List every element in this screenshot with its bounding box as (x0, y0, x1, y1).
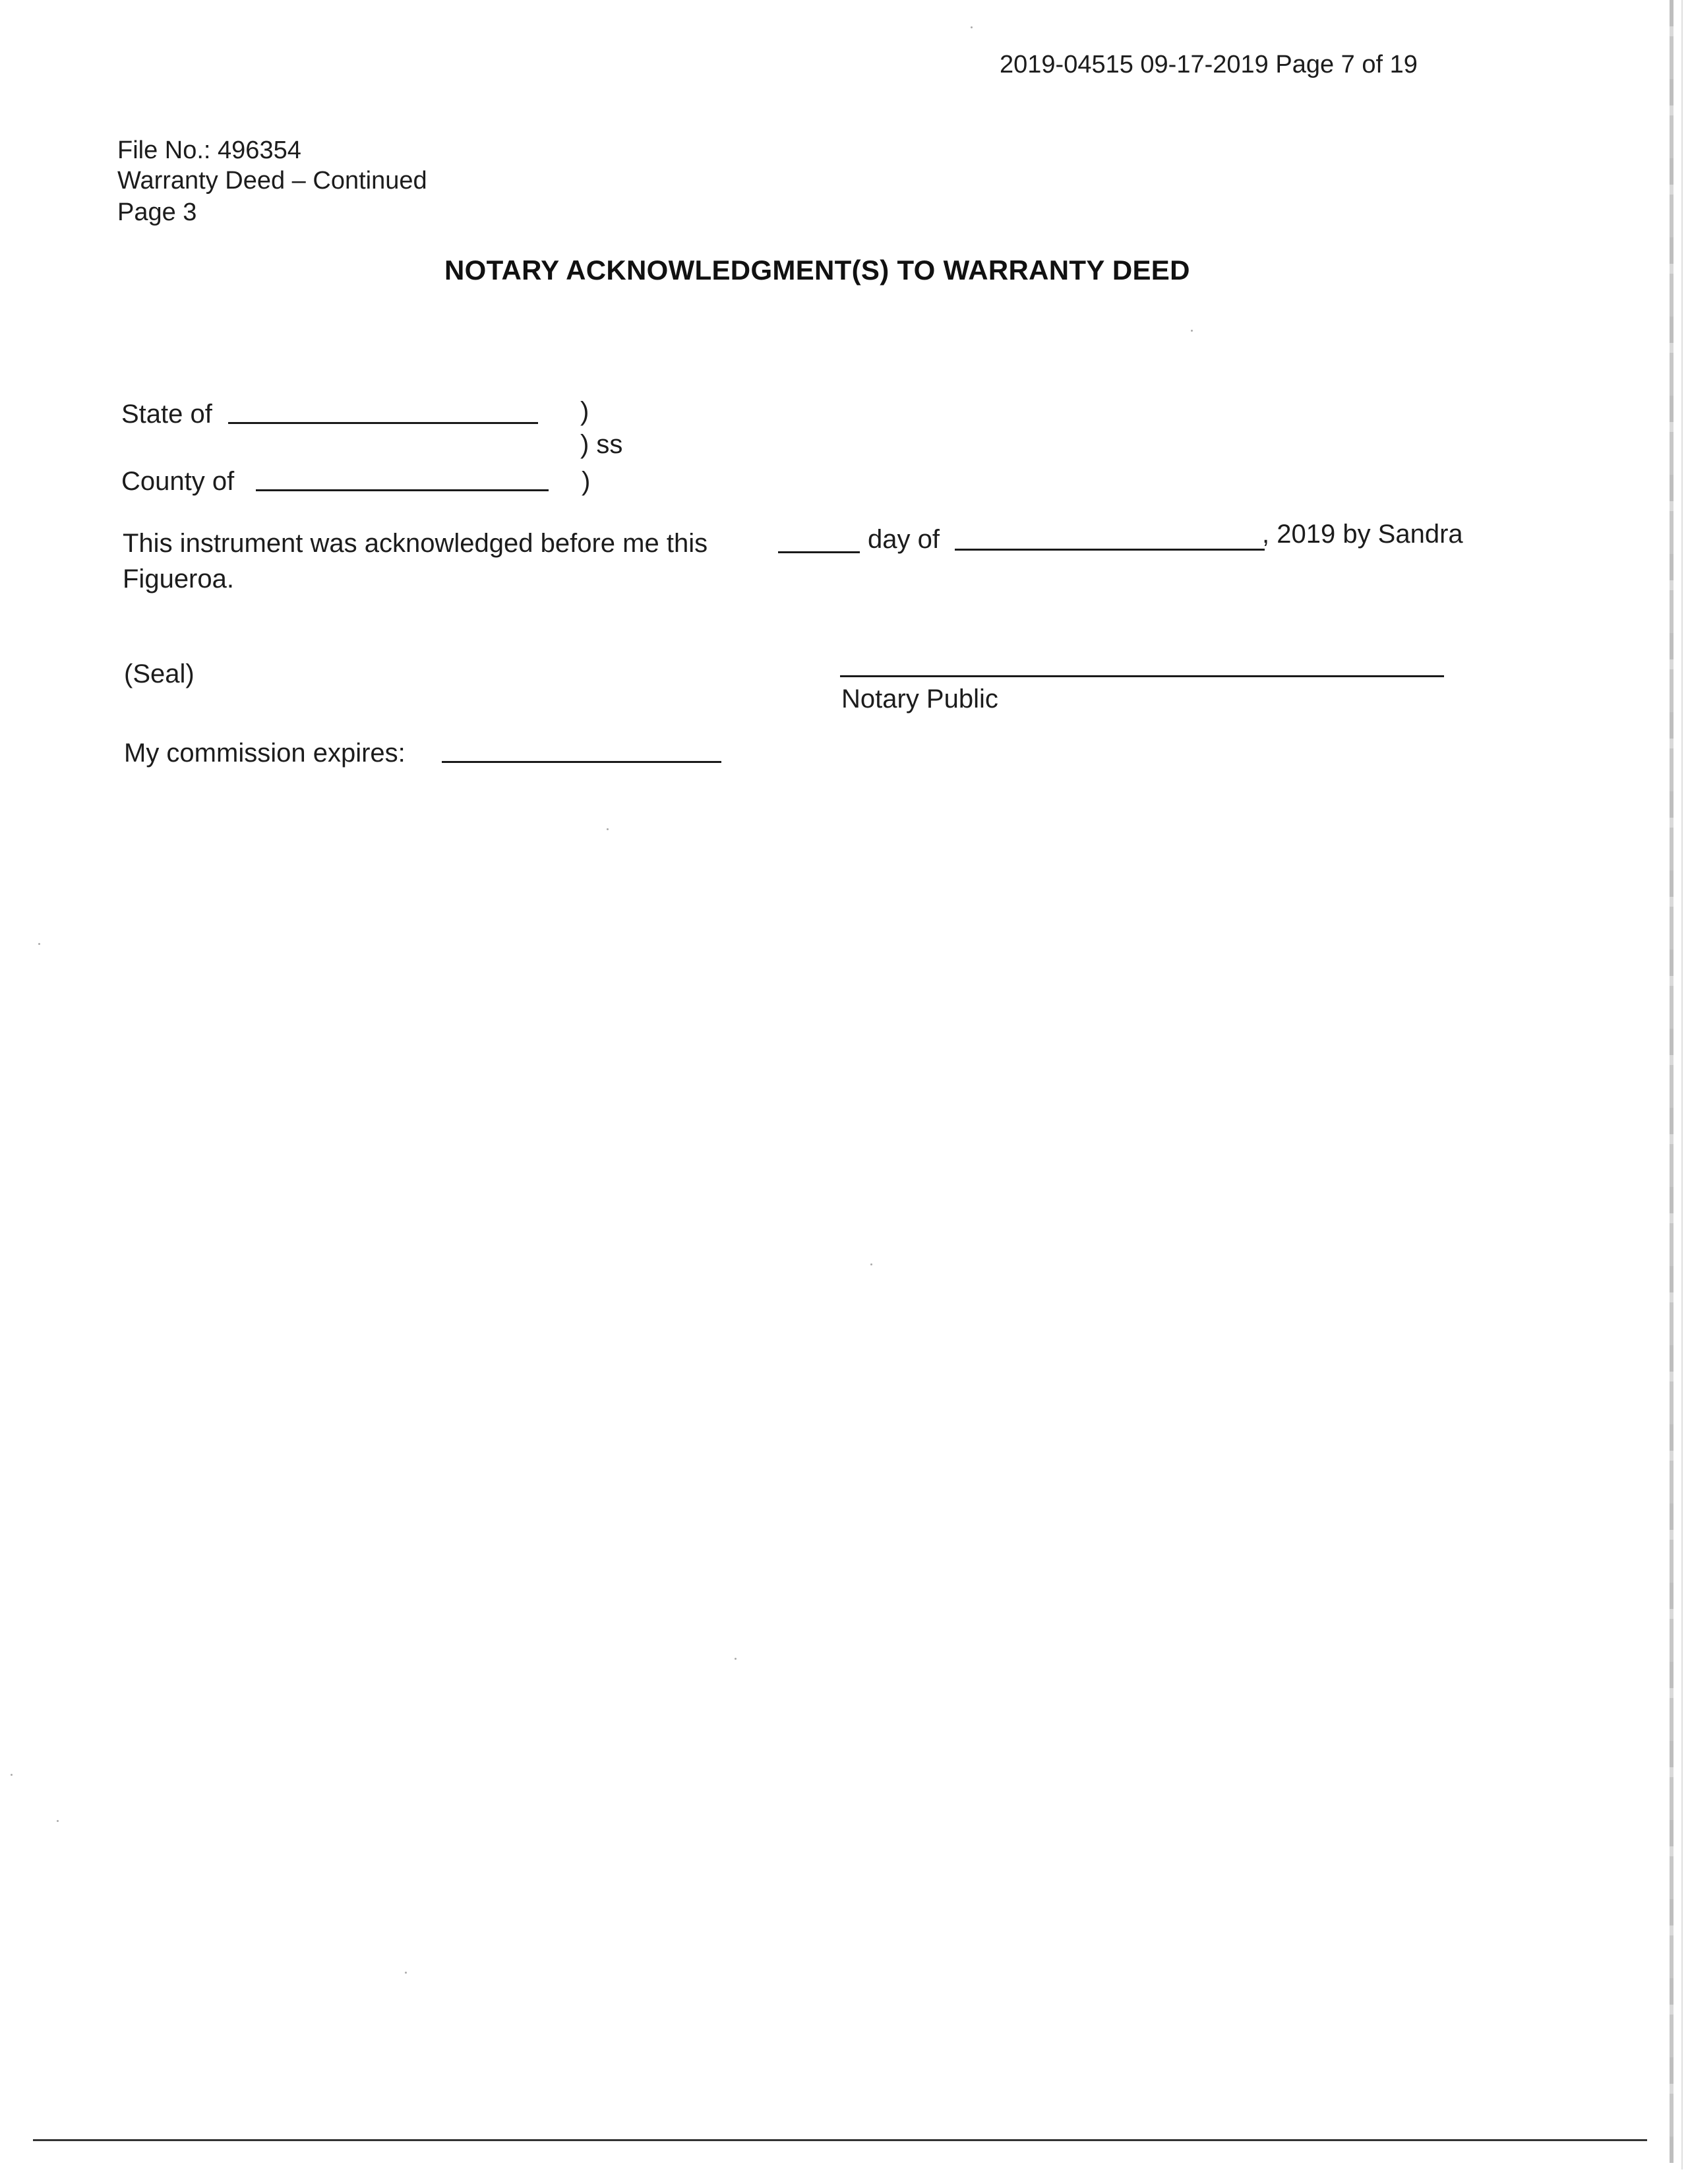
ss-paren-top: ) (580, 397, 589, 426)
scan-speck (38, 943, 40, 945)
document-title-line: Warranty Deed – Continued (117, 167, 427, 195)
file-number: File No.: 496354 (117, 136, 301, 164)
scan-speck (607, 828, 609, 830)
scan-speck (971, 26, 973, 28)
scan-edge-shadow (1670, 0, 1673, 2163)
ack-text-part1: This instrument was acknowledged before me this (123, 529, 708, 558)
ss-paren-bottom: ) (582, 467, 591, 496)
scan-speck (735, 1658, 737, 1660)
day-blank[interactable] (778, 551, 860, 553)
county-blank[interactable] (256, 489, 549, 491)
notary-signature-line[interactable] (840, 675, 1444, 677)
seal-label: (Seal) (124, 659, 195, 688)
notary-public-label: Notary Public (841, 684, 998, 713)
scan-speck (405, 1972, 407, 1974)
bottom-border-line (33, 2139, 1647, 2141)
scan-speck (57, 1820, 59, 1822)
page-line: Page 3 (117, 198, 197, 226)
ss-label: ) ss (580, 430, 623, 459)
county-label: County of (121, 467, 235, 496)
state-blank[interactable] (228, 422, 538, 424)
recording-reference: 2019-04515 09-17-2019 Page 7 of 19 (1000, 51, 1418, 78)
ack-text-part2: day of (868, 525, 940, 554)
month-blank[interactable] (955, 549, 1265, 551)
commission-blank[interactable] (442, 761, 721, 763)
scan-edge-line (1681, 0, 1683, 2169)
commission-label: My commission expires: (124, 739, 406, 768)
scan-speck (11, 1774, 13, 1776)
state-label: State of (121, 400, 212, 429)
page-title: NOTARY ACKNOWLEDGMENT(S) TO WARRANTY DEED (444, 255, 1190, 286)
ack-text-part3: , 2019 by Sandra (1262, 520, 1463, 549)
scan-speck (870, 1263, 872, 1265)
scan-speck (1191, 330, 1193, 332)
ack-text-line2: Figueroa. (123, 564, 234, 593)
